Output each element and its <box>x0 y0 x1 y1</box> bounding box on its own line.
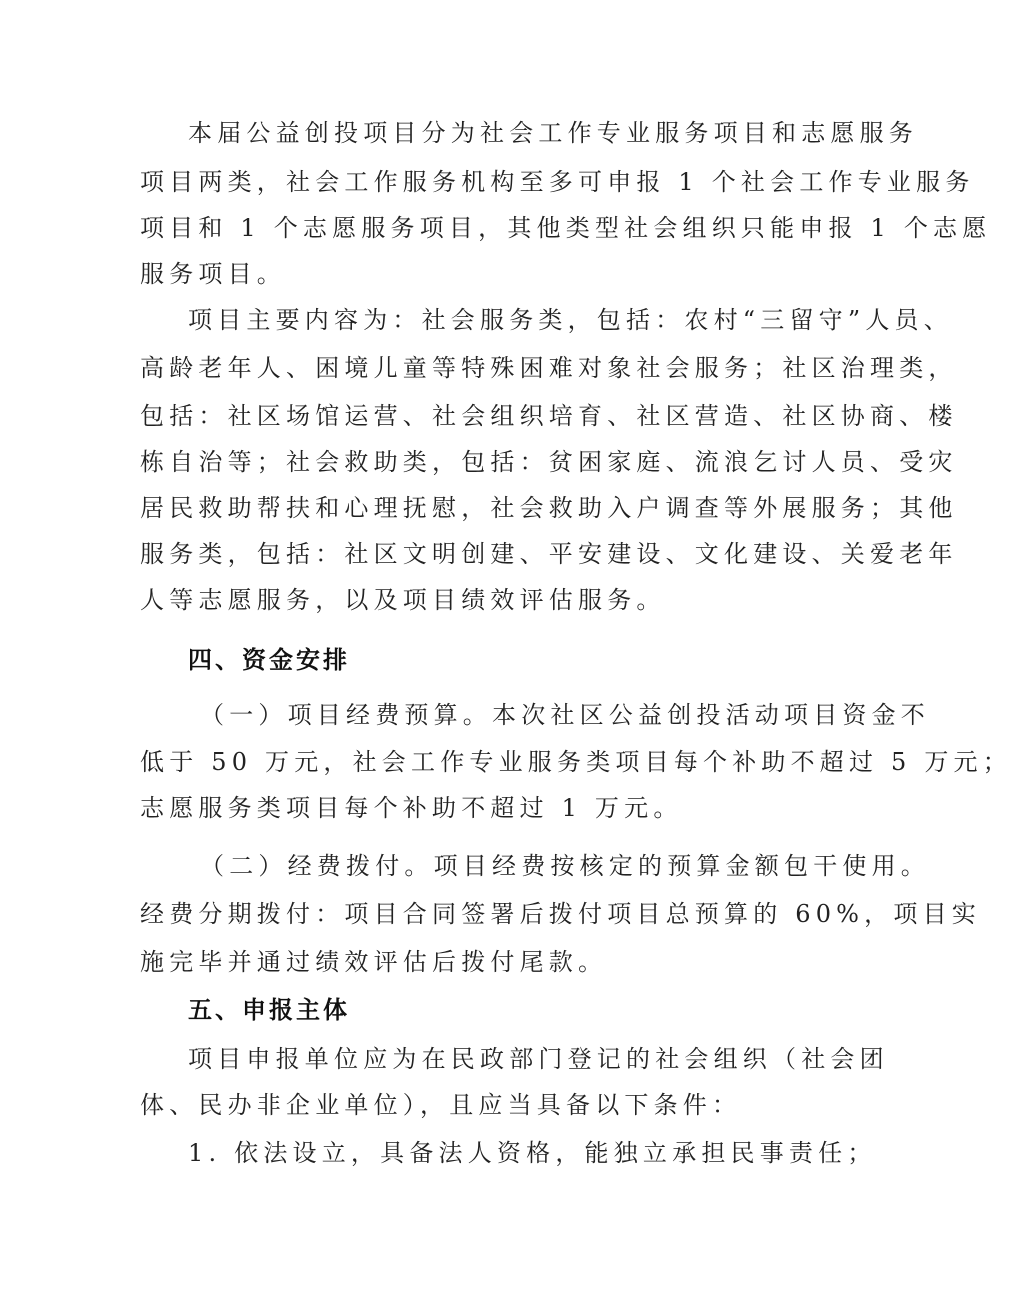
section-heading: 四、资金安排 <box>188 646 350 674</box>
paragraph-line: 本届公益创投项目分为社会工作专业服务项目和志愿服务 <box>188 119 918 147</box>
paragraph-line: （一）项目经费预算。本次社区公益创投活动项目资金不 <box>200 701 930 729</box>
paragraph-line: 居民救助帮扶和心理抚慰，社会救助入户调查等外展服务；其他 <box>140 494 958 522</box>
paragraph-line: 体、民办非企业单位），且应当具备以下条件： <box>140 1091 742 1119</box>
paragraph-line: 包括：社区场馆运营、社会组织培育、社区营造、社区协商、楼 <box>140 402 958 430</box>
paragraph-line: 项目申报单位应为在民政部门登记的社会组织（社会团 <box>188 1045 889 1073</box>
section-heading: 五、申报主体 <box>188 996 350 1024</box>
paragraph-line: 栋自治等；社会救助类，包括：贫困家庭、流浪乞讨人员、受灾 <box>140 448 958 476</box>
paragraph-line: （二）经费拨付。项目经费按核定的预算金额包干使用。 <box>200 852 930 880</box>
paragraph-line: 志愿服务类项目每个补助不超过 1 万元。 <box>140 794 683 822</box>
paragraph-line: 高龄老年人、困境儿童等特殊困难对象社会服务；社区治理类， <box>140 354 958 382</box>
paragraph-line: 人等志愿服务，以及项目绩效评估服务。 <box>140 586 666 614</box>
paragraph-line: 服务类，包括：社区文明创建、平安建设、文化建设、关爱老年 <box>140 540 958 568</box>
paragraph-line: 施完毕并通过绩效评估后拨付尾款。 <box>140 948 608 976</box>
list-item: 1. 依法设立，具备法人资格，能独立承担民事责任； <box>188 1139 877 1167</box>
paragraph-line: 服务项目。 <box>140 260 286 288</box>
paragraph-line: 经费分期拨付：项目合同签署后拨付项目总预算的 60%，项目实 <box>140 900 981 928</box>
paragraph-line: 项目和 1 个志愿服务项目，其他类型社会组织只能申报 1 个志愿 <box>140 214 992 242</box>
paragraph-line: 项目主要内容为：社会服务类，包括：农村“三留守”人员、 <box>188 306 953 334</box>
paragraph-line: 低于 50 万元，社会工作专业服务类项目每个补助不超过 5 万元； <box>140 748 1012 776</box>
paragraph-line: 项目两类，社会工作服务机构至多可申报 1 个社会工作专业服务 <box>140 168 975 196</box>
